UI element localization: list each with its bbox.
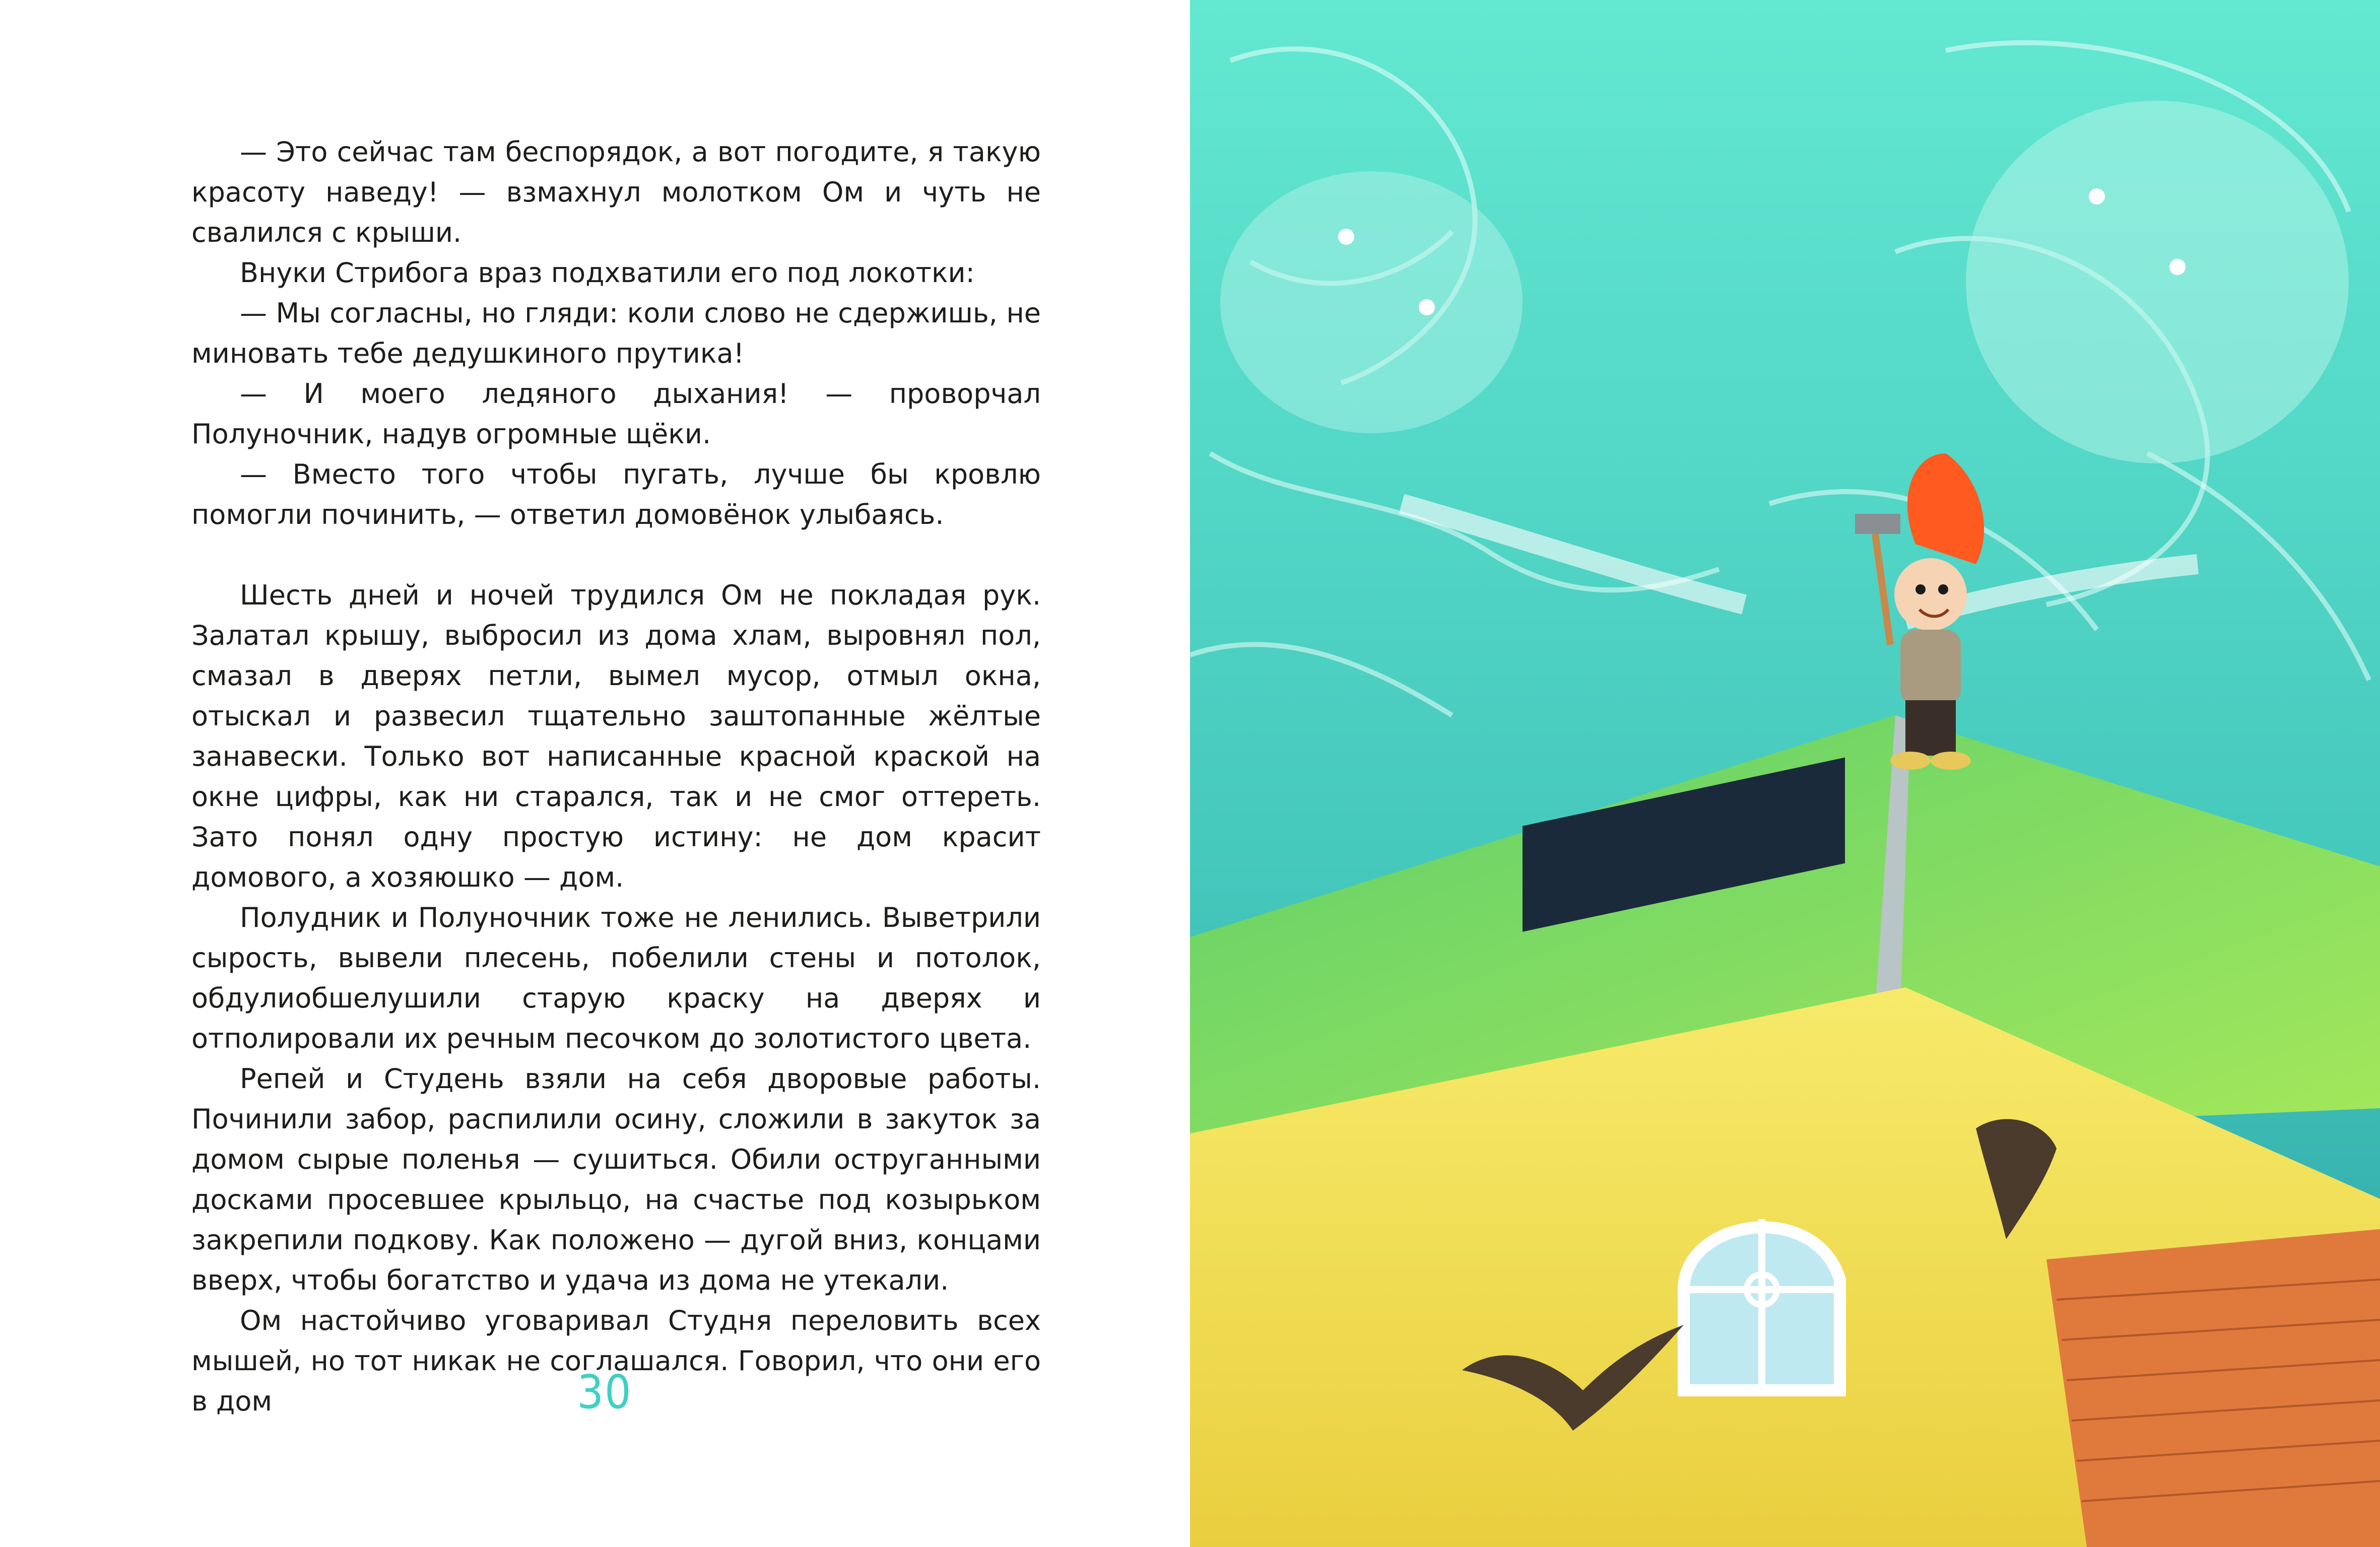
face	[1894, 558, 1967, 631]
paragraph: Репей и Студень взяли на себя дворовые работы. Починили забор, распилили осину, сложили в закуток за домом сырые поленья — сушиться. Обили оструганными досками просевшее крыльцо, на счастье под козырьком закрепили подкову. Как положено — дугой вниз, концами вверх, чтобы богатство и удача из дома не утекали.	[191, 1063, 1041, 1296]
paragraph: — Мы согласны, но гляди: коли слово не сдержишь, не миновать тебе дедушкиного прутика!	[191, 297, 1041, 369]
trousers	[1905, 700, 1956, 756]
shirt	[1900, 630, 1961, 705]
paragraph: Полудник и Полуночник тоже не ленились. Выветрили сырость, вывели плесень, побелили стены и потолок, обдулиобшелушили старую краску на дверях и отполировали их речным песочком до золотистого цвета.	[191, 902, 1041, 1054]
spirit-eye	[1419, 299, 1435, 315]
spirit-eye	[1338, 229, 1354, 245]
paragraph: Внуки Стрибога враз подхватили его под локотки:	[240, 257, 975, 289]
wind-spirit-left-face	[1220, 171, 1523, 433]
hammer-icon	[1855, 514, 1900, 534]
spirit-eye	[2089, 188, 2105, 205]
illustration	[1190, 0, 2380, 1547]
section-break	[191, 535, 1041, 575]
paragraph: Шесть дней и ночей трудился Ом не покладая рук. Залатал крышу, выбросил из дома хлам, выровнял пол, смазал в дверях петли, вымел мусор, отмыл окна, отыскал и развесил тщательно заштопанные жёлтые занавески. Только вот написанные красной краской на окне цифры, как ни старался, так и не смог оттереть. Зато понял одну простую истину: не дом красит домового, а хозяюшко — дом.	[191, 579, 1041, 893]
spirit-eye	[2169, 259, 2186, 275]
story-text	[191, 132, 1041, 1422]
paragraph: — Это сейчас там беспорядок, а вот погодите, я такую красоту наведу! — взмахнул молотком Ом и чуть не свалился с крыши.	[191, 136, 1041, 248]
wind-spirit-right-face	[1966, 101, 2349, 463]
paragraph: — И моего ледяного дыхания! — проворчал Полуночник, надув огромные щёки.	[191, 378, 1041, 450]
page-number: 30	[577, 1365, 632, 1419]
illustration-page	[1190, 0, 2380, 1547]
paragraph: — Вместо того чтобы пугать, лучше бы кровлю помогли починить, — ответил домовёнок улыбаясь.	[191, 458, 1041, 530]
paragraph: Ом настойчиво уговаривал Студня переловить всех мышей, но тот никак не соглашался. Говорил, что они его в дом	[191, 1305, 1041, 1417]
